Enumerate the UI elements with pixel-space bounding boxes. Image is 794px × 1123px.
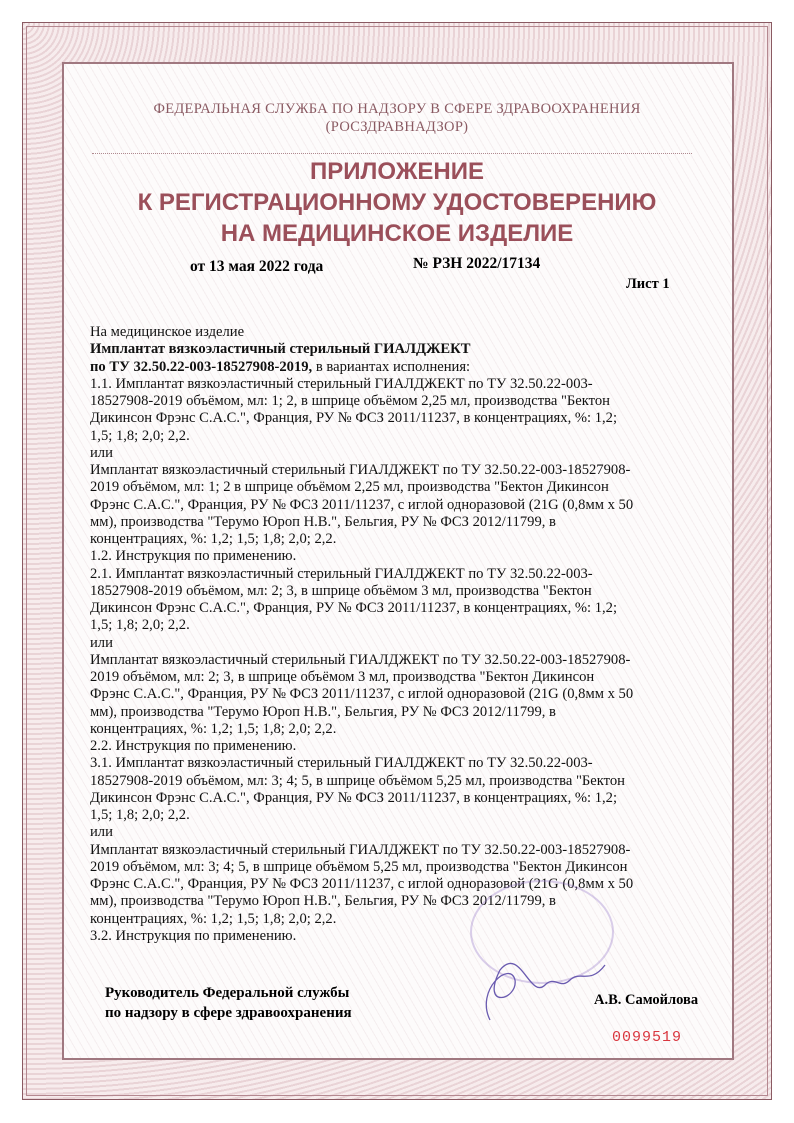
body-line [90, 359, 710, 376]
body-line-text: 2019 объёмом, мл: 2; 3, в шприце объёмом 3 мл, производства "Бектон Дикинсон [90, 669, 595, 685]
agency-name: ФЕДЕРАЛЬНАЯ СЛУЖБА ПО НАДЗОРУ В СФЕРЕ ЗДРАВООХРАНЕНИЯ [153, 101, 641, 117]
body-line [90, 824, 710, 841]
body-line-text: концентрациях, %: 1,2; 1,5; 1,8; 2,0; 2,2. [90, 720, 337, 737]
body-line [90, 704, 710, 721]
body-line [90, 755, 710, 772]
body-line-text: 2.2. Инструкция по применению. [90, 738, 297, 754]
body-line-text: Дикинсон Фрэнс С.А.С.", Франция, РУ № ФСЗ 2011/11237, в концентрациях, %: 1,2; [90, 410, 618, 427]
body-line-text: Фрэнс С.А.С.", Франция, РУ № ФСЗ 2011/11237, с иглой одноразовой (21G (0,8мм х 50 [90, 876, 634, 892]
body-line [90, 790, 710, 807]
body-line-text: 3.1. Имплантат вязкоэластичный стерильный ГИАЛДЖЕКТ по ТУ 32.50.22-003- [90, 755, 593, 772]
body-line-text: концентрациях, %: 1,2; 1,5; 1,8; 2,0; 2,2. [90, 910, 337, 927]
body-line [90, 479, 710, 496]
body-line [90, 531, 710, 548]
body-line [90, 548, 710, 565]
body-line-text: или [90, 634, 113, 651]
body-line-text: 3.2. Инструкция по применению. [90, 927, 297, 944]
agency-abbreviation: (РОСЗДРАВНАДЗОР) [325, 119, 469, 135]
body-line [90, 617, 710, 634]
signatory-title [105, 983, 352, 1023]
body-line-text: 2.1. Имплантат вязкоэластичный стерильный ГИАЛДЖЕКТ по ТУ 32.50.22-003- [90, 565, 593, 582]
signature [470, 950, 630, 1030]
body-line [90, 445, 710, 462]
body-line-text: мм), производства "Терумо Юроп Н.В.", Бельгия, РУ № ФСЗ 2012/11799, в [90, 513, 556, 530]
body-line [90, 600, 710, 617]
body-line [90, 497, 710, 514]
body-line-text: 2019 объёмом, мл: 1; 2 в шприце объёмом 2,25 мл, производства "Бектон Дикинсон [90, 479, 609, 496]
body-line-text: 18527908-2019 объёмом, мл: 1; 2, в шприце объёмом 2,25 мл, производства "Бектон [90, 393, 610, 409]
serial-number: 0099519 [612, 1029, 683, 1046]
body-line [90, 462, 710, 479]
body-line-text: Дикинсон Фрэнс С.А.С.", Франция, РУ № ФСЗ 2011/11237, в концентрациях, %: 1,2; [90, 789, 618, 806]
body-line-text: концентрациях, %: 1,2; 1,5; 1,8; 2,0; 2,2. [90, 531, 337, 547]
body-line [90, 410, 710, 427]
body-line [90, 686, 710, 703]
body-line-text: Имплантат вязкоэластичный стерильный ГИАЛДЖЕКТ [90, 341, 471, 358]
body-line-text: 1.2. Инструкция по применению. [90, 548, 297, 565]
body-line [90, 911, 710, 928]
document-title [0, 156, 794, 249]
body-line [90, 635, 710, 652]
body-line-text: Дикинсон Фрэнс С.А.С.", Франция, РУ № ФСЗ 2011/11237, в концентрациях, %: 1,2; [90, 600, 618, 616]
body-line [90, 428, 710, 445]
body-line [90, 393, 710, 410]
body-line [90, 376, 710, 393]
signatory-title-line-2: по надзору в сфере здравоохранения [105, 1005, 352, 1021]
header-divider [92, 153, 692, 154]
body-line [90, 514, 710, 531]
title-line-1: ПРИЛОЖЕНИЕ [310, 158, 484, 185]
body-line-text: 18527908-2019 объёмом, мл: 2; 3, в шприце объёмом 3 мл, производства "Бектон [90, 582, 592, 599]
body-line-text: 2019 объёмом, мл: 3; 4; 5, в шприце объёмом 5,25 мл, производства "Бектон Дикинсон [90, 858, 628, 875]
body-line-text: Имплантат вязкоэластичный стерильный ГИАЛДЖЕКТ по ТУ 32.50.22-003-18527908- [90, 462, 631, 478]
body-line [90, 876, 710, 893]
body-line [90, 859, 710, 876]
document-body [90, 324, 710, 945]
body-line-suffix: в вариантах исполнения: [312, 358, 471, 375]
body-line [90, 566, 710, 583]
body-line-text: На медицинское изделие [90, 324, 245, 340]
body-line-text: мм), производства "Терумо Юроп Н.В.", Бельгия, РУ № ФСЗ 2012/11799, в [90, 893, 556, 910]
signatory-name: А.В. Самойлова [594, 992, 699, 1008]
body-line-text: 1.1. Имплантат вязкоэластичный стерильный ГИАЛДЖЕКТ по ТУ 32.50.22-003- [90, 375, 593, 392]
body-line [90, 341, 710, 358]
registration-number: № РЗН 2022/17134 [413, 255, 541, 272]
body-line [90, 324, 710, 341]
body-line [90, 652, 710, 669]
signatory-title-line-1: Руководитель Федеральной службы [105, 985, 350, 1001]
body-line [90, 721, 710, 738]
body-line-text: Фрэнс С.А.С.", Франция, РУ № ФСЗ 2011/11237, с иглой одноразовой (21G (0,8мм х 50 [90, 496, 634, 513]
body-line-text: Фрэнс С.А.С.", Франция, РУ № ФСЗ 2011/11237, с иглой одноразовой (21G (0,8мм х 50 [90, 686, 634, 703]
body-line-text: 1,5; 1,8; 2,0; 2,2. [90, 807, 190, 823]
title-line-3: НА МЕДИЦИНСКОЕ ИЗДЕЛИЕ [220, 220, 574, 247]
body-line [90, 773, 710, 790]
body-line [90, 738, 710, 755]
body-line-text: по ТУ 32.50.22-003-18527908-2019, [90, 358, 313, 375]
body-line-text: 18527908-2019 объёмом, мл: 3; 4; 5, в шприце объёмом 5,25 мл, производства "Бектон [90, 772, 625, 789]
body-line [90, 893, 710, 910]
body-line [90, 807, 710, 824]
body-line-text: или [90, 444, 113, 461]
issue-date: от 13 мая 2022 года [190, 258, 324, 275]
sheet-number: Лист 1 [626, 276, 670, 292]
body-line-text: 1,5; 1,8; 2,0; 2,2. [90, 427, 190, 444]
body-line [90, 583, 710, 600]
body-line-text: мм), производства "Терумо Юроп Н.В.", Бельгия, РУ № ФСЗ 2012/11799, в [90, 703, 556, 720]
body-line-text: 1,5; 1,8; 2,0; 2,2. [90, 617, 190, 634]
agency-header [0, 100, 794, 136]
body-line [90, 842, 710, 859]
body-line-text: Имплантат вязкоэластичный стерильный ГИАЛДЖЕКТ по ТУ 32.50.22-003-18527908- [90, 651, 631, 668]
body-line-text: или [90, 824, 113, 841]
body-line-text: Имплантат вязкоэластичный стерильный ГИАЛДЖЕКТ по ТУ 32.50.22-003-18527908- [90, 841, 631, 858]
title-line-2: К РЕГИСТРАЦИОННОМУ УДОСТОВЕРЕНИЮ [137, 189, 657, 216]
body-line [90, 669, 710, 686]
body-line [90, 928, 710, 945]
